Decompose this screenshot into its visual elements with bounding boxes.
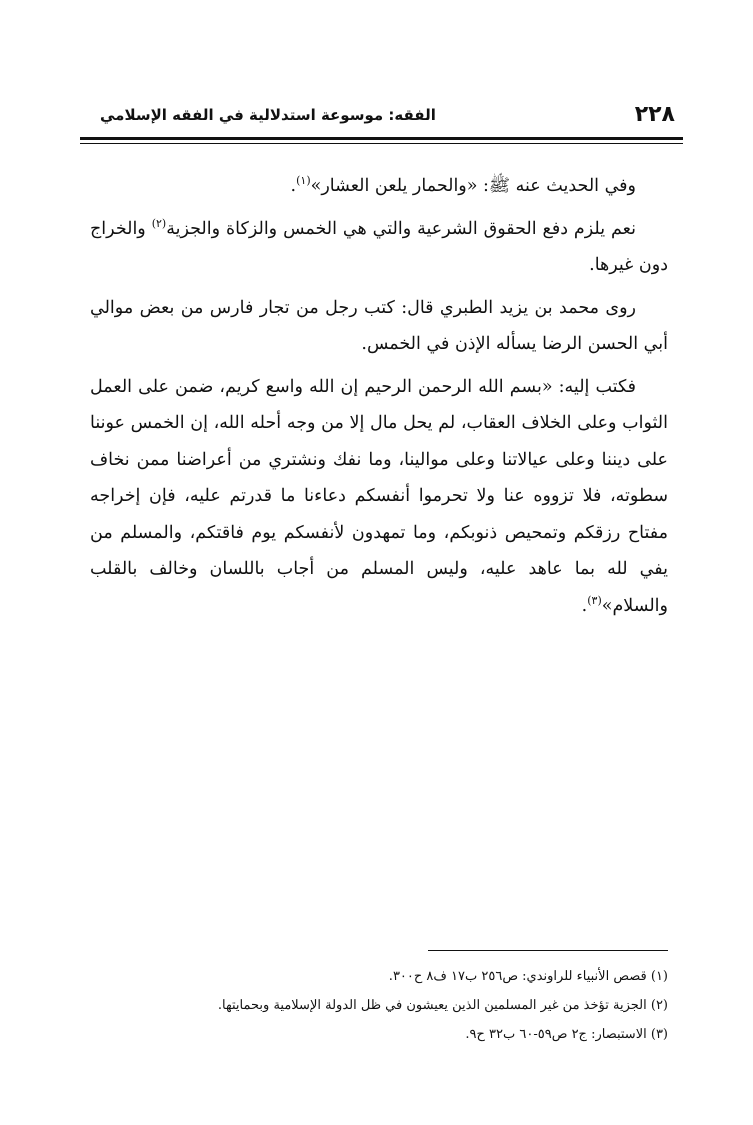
page-number: ٢٢٨ — [634, 102, 675, 127]
footnote-marker: (٢) — [151, 216, 167, 230]
paragraph-text: نعم يلزم دفع الحقوق الشرعية والتي هي الخمس والزكاة والجزية — [166, 218, 636, 239]
paragraph — [90, 369, 668, 625]
header-rule-thin — [80, 143, 683, 144]
paragraph-tail: والخراج دون غيرها. — [90, 218, 668, 275]
page-header — [100, 100, 675, 134]
footnote-rule — [428, 950, 668, 951]
main-text — [90, 168, 668, 624]
footnote: (٣) الاستبصار: ج٢ ص٥٩-٦٠ ب٣٢ ح٩. — [465, 1027, 668, 1042]
paragraph — [90, 168, 668, 205]
footnote: (١) قصص الأنبياء للراوندي: ص٢٥٦ ب١٧ ف٨ ح٣٠٠. — [388, 969, 668, 984]
footnote-marker: (١) — [296, 174, 311, 188]
paragraph — [90, 211, 668, 284]
paragraph — [90, 290, 668, 363]
footnotes — [160, 962, 668, 1049]
paragraph-text: وفي الحديث عنه ﷺ: «والحمار يلعن العشار» — [310, 176, 636, 196]
footnote-marker: (٣) — [587, 593, 602, 607]
paragraph-text: فكتب إليه: «بسم الله الرحمن الرحيم إن الله واسع كريم، ضمن على العمل الثواب وعلى الخلاف العقاب، لم يحل مال إلا من وجه أحله الله، إن الخمس عوننا على ديننا وعلى عيالاتنا وعلى موالينا، وما نفك ونشتري من أعراضنا ممن نخاف سطوته، فلا تزووه عنا ولا تحرموا أنفسكم دعاءنا ما قدرتم عليه، فإن إخراجه مفتاح رزقكم وتمحيص ذنوبكم، وما تمهدون لأنفسكم يوم فاقتكم، والمسلم من يفي لله بما عاهد عليه، وليس المسلم من أجاب باللسان وخالف بالقلب والسلام» — [90, 376, 668, 616]
header-rule-thick — [80, 137, 683, 140]
running-title: الفقه: موسوعة استدلالية في الفقه الإسلامي — [100, 106, 436, 124]
paragraph-tail: . — [581, 595, 588, 616]
paragraph-tail: . — [290, 176, 297, 196]
paragraph-text: روى محمد بن يزيد الطبري قال: كتب رجل من تجار فارس من بعض موالي أبي الحسن الرضا يسأله الإذن في الخمس. — [90, 297, 668, 354]
footnote: (٢) الجزية تؤخذ من غير المسلمين الذين يعيشون في ظل الدولة الإسلامية وبحمايتها. — [217, 998, 668, 1013]
